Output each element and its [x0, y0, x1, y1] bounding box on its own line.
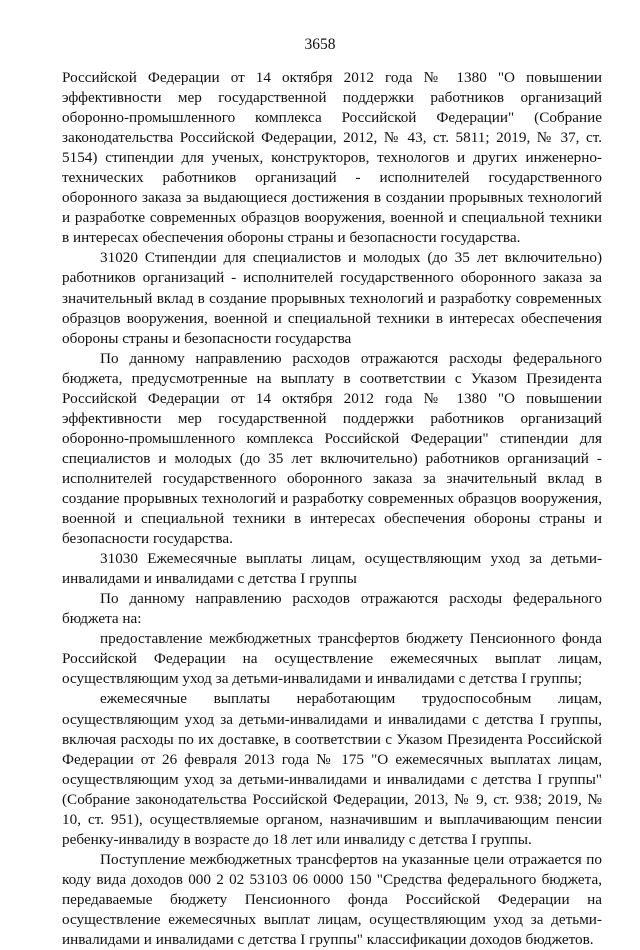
paragraph: Российской Федерации от 14 октября 2012 года № 1380 "О повышении эффективности мер государственной поддержки работников организаций оборонно-промышленного комплекса Российской Федерации" (Собрание законодательства Российской Федерации, 2012, № 43, ст. 5811; 2019, № 37, ст. 5154) стипендии для ученых, конструкторов, технологов и других инженерно-технических работников организаций - исполнителей государственного оборонного заказа за выдающиеся достижения в создании прорывных технологий и разработке современных образцов вооружения, военной и специальной техники в интересах обеспечения обороны страны и безопасности государства. [62, 69, 602, 247]
paragraph: ежемесячные выплаты неработающим трудоспособным лицам, осуществляющим уход за детьми-инвалидами и инвалидами с детства I группы, включая расходы по их доставке, в соответствии с Указом Президента Российской Федерации от 26 февраля 2013 года № 175 "О ежемесячных выплатах лицам, осуществляющим уход за детьми-инвалидами и инвалидами с детства I группы" (Собрание законодательства Российской Федерации, 2013, № 9, ст. 938; 2019, № 10, ст. 951), осуществляемые органом, назначившим и выплачивающим пенсии ребенку-инвалиду в возрасте до 18 лет или инвалиду с детства I группы. [62, 690, 602, 848]
paragraph: По данному направлению расходов отражаются расходы федерального бюджета на: [62, 590, 602, 628]
paragraph: 31030 Ежемесячные выплаты лицам, осуществляющим уход за детьми-инвалидами и инвалидами с детства I группы [62, 550, 602, 588]
paragraph: Поступление межбюджетных трансфертов на указанные цели отражается по коду вида доходов 000 2 02 53103 06 0000 150 "Средства федерального бюджета, передаваемые бюджету Пенсионного фонда Российской Федерации на осуществление ежемесячных выплат лицам, осуществляющим уход за детьми-инвалидами и инвалидами с детства I группы" классификации доходов бюджетов. [62, 850, 602, 949]
paragraph: 31020 Стипендии для специалистов и молодых (до 35 лет включительно) работников организаций - исполнителей государственного оборонного заказа за значительный вклад в создание прорывных технологий и разработку современных образцов вооружения, военной и специальной техники в интересах обеспечения обороны страны и безопасности государства [62, 249, 602, 347]
paragraph: По данному направлению расходов отражаются расходы федерального бюджета, предусмотренные на выплату в соответствии с Указом Президента Российской Федерации от 14 октября 2012 года № 1380 "О повышении эффективности мер государственной поддержки работников организаций оборонно-промышленного комплекса Российской Федерации" стипендии для специалистов и молодых (до 35 лет включительно) работников организаций - исполнителей государственного оборонного заказа за значительный вклад в создание прорывных технологий и разработку современных образцов вооружения, военной и специальной техники в интересах обеспечения обороны страны и безопасности государства. [62, 349, 602, 548]
paragraph: предоставление межбюджетных трансфертов бюджету Пенсионного фонда Российской Федерации на осуществление ежемесячных выплат лицам, осуществляющим уход за детьми-инвалидами и инвалидами с детства I группы; [62, 630, 602, 688]
document-body [62, 68, 602, 950]
page-number: 3658 [304, 36, 336, 53]
